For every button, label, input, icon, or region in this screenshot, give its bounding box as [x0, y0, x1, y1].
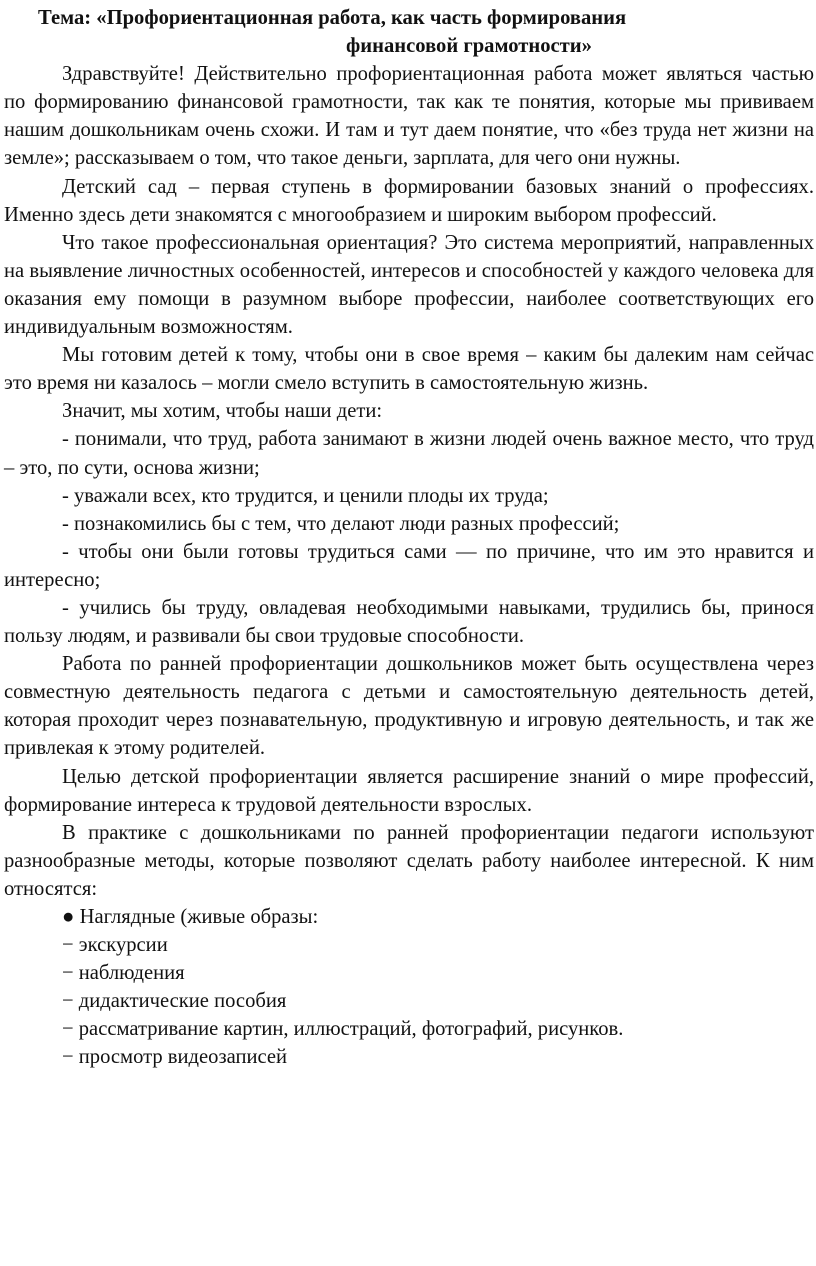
- paragraph-kindergarten: Детский сад – первая ступень в формировании базовых знаний о профессиях. Именно здесь дети знакомятся с многообразием и широким выбором профессий.: [4, 175, 814, 226]
- method-item: − экскурсии: [62, 934, 168, 957]
- method-item: − рассматривание картин, иллюстраций, фотографий, рисунков.: [62, 1018, 624, 1041]
- paragraph-preparation: Мы готовим детей к тому, чтобы они в свое время – каким бы далеким нам сейчас это время ни казалось – могли смело вступить в самостоятельную жизнь.: [4, 344, 814, 395]
- paragraph-aim: Целью детской профориентации является расширение знаний о мире профессий, формирование интереса к трудовой деятельности взрослых.: [4, 765, 814, 816]
- method-item: − наблюдения: [62, 962, 185, 985]
- goal-item: - учились бы труду, овладевая необходимыми навыками, трудились бы, принося пользу людям, и развивали бы свои трудовые способности.: [4, 596, 814, 648]
- method-heading: ● Наглядные (живые образы:: [62, 906, 319, 928]
- paragraph-definition: Что такое профессиональная ориентация? Это система мероприятий, направленных на выявление личностных особенностей, интересов и способностей у каждого человека для оказания ему помощи в разумном выборе профессии, наиболее соответствующих его индивидуальным возможностям.: [4, 231, 814, 339]
- title-line-2: финансовой грамотности»: [346, 35, 592, 58]
- paragraph-greeting: Здравствуйте! Действительно профориентационная работа может являться частью по формированию финансовой грамотности, так как те понятия, которые мы прививаем нашим дошкольникам очень схожи. И там и тут даем понятие, что «без труда нет жизни на земле»; рассказываем о том, что такое деньги, зарплата, для чего они нужны.: [4, 63, 814, 170]
- goal-item: - чтобы они были готовы трудиться сами — по причине, что им это нравится и интересно;: [4, 540, 814, 591]
- goal-item: - понимали, что труд, работа занимают в жизни людей очень важное место, что труд – это, по сути, основа жизни;: [4, 428, 814, 479]
- method-item: − просмотр видеозаписей: [62, 1046, 288, 1069]
- method-item: − дидактические пособия: [62, 990, 287, 1013]
- title-line-1: Тема: «Профориентационная работа, как часть формирования: [38, 7, 627, 29]
- document-title: [4, 4, 814, 60]
- goal-item: - уважали всех, кто трудится, и ценили плоды их труда;: [62, 484, 549, 507]
- paragraph-early-work: Работа по ранней профориентации дошкольников может быть осуществлена через совместную деятельность педагога с детьми и самостоятельную деятельность детей, которая проходит через познавательную, продуктивную и игровую деятельность, и так же привлекая к этому родителей.: [4, 653, 814, 760]
- paragraph-methods: В практике с дошкольниками по ранней профориентации педагоги используют разнообразные методы, которые позволяют сделать работу наиболее интересной. К ним относятся:: [4, 821, 814, 900]
- goal-item: - познакомились бы с тем, что делают люди разных профессий;: [62, 512, 620, 535]
- paragraph-goals-intro: Значит, мы хотим, чтобы наши дети:: [62, 400, 383, 423]
